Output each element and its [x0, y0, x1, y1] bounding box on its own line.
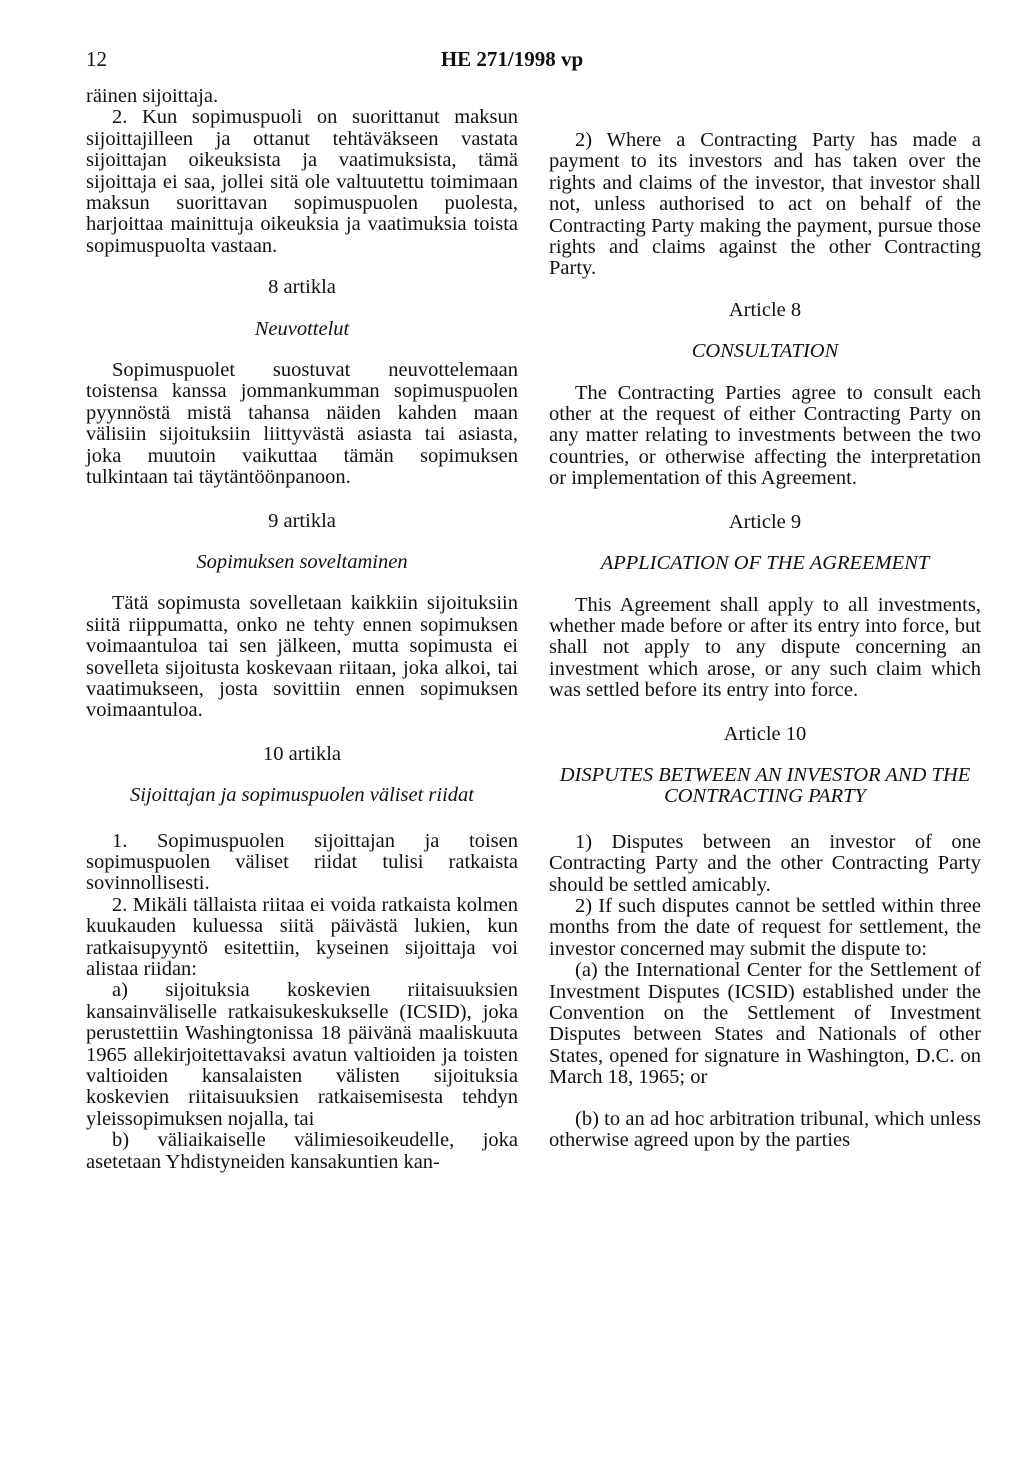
- finnish-column: [86, 86, 518, 1173]
- article-title: Sijoittajan ja sopimuspuolen väliset riidat: [130, 784, 474, 807]
- continued-text: räinen sijoittaja.: [86, 85, 219, 107]
- paragraph: Tätä sopimusta sovelletaan kaikkiin sijoituksiin siitä riippumatta, onko ne tehty ennen sopimuksen voimaantuloa tai sen jälkeen, mutta sopimusta ei sovelleta sijoitusta koskevaan riitaan, joka alkoi, tai vaatimukseen, josta sovittiin ennen sopimuksen voimaantuloa.: [86, 592, 518, 722]
- article-heading: 9 artikla: [268, 509, 336, 532]
- english-column: [549, 86, 981, 1151]
- paragraph: 1. Sopimuspuolen sijoittajan ja toisen sopimuspuolen väliset riidat tulisi ratkaista sovinnollisesti.: [86, 829, 518, 895]
- article-title: CONSULTATION: [691, 340, 839, 363]
- article-title: APPLICATION OF THE AGREEMENT: [600, 552, 930, 575]
- paragraph: This Agreement shall apply to all investments, whether made before or after its entry into force, but shall not apply to any dispute concerning an investment which arose, or any such claim which was settled before its entry into force.: [549, 593, 981, 702]
- paragraph: 1) Disputes between an investor of one Contracting Party and the other Contracting Party should be settled amicably.: [549, 830, 981, 896]
- page-number: 12: [86, 47, 107, 71]
- document-title: HE 271/1998 vp: [440, 47, 584, 71]
- paragraph: 2) Where a Contracting Party has made a payment to its investors and has taken over the rights and claims of the investor, that investor shall not, unless authorised to act on behalf of the Contracting Party making the payment, pursue those rights and claims against the other Contracting Party.: [549, 129, 981, 280]
- article-title: DISPUTES BETWEEN AN INVESTOR AND THE CONTRACTING PARTY: [559, 763, 971, 808]
- paragraph: The Contracting Parties agree to consult each other at the request of either Contracting Party on any matter relating to investments between the two countries, or otherwise affecting the interpretation or implementation of this Agreement.: [549, 381, 981, 490]
- article-title: Sopimuksen soveltaminen: [196, 550, 408, 573]
- article-heading: Article 10: [723, 722, 807, 745]
- article-title: Neuvottelut: [254, 317, 350, 340]
- paragraph: a) sijoituksia koskevien riitaisuuksien kansainväliselle ratkaisukeskukselle (ICSID), joka perustettiin Washingtonissa 18 päivänä maaliskuuta 1965 allekirjoitettavaksi avatun valtioiden ja toisten valtioiden kansalaisten välisten sijoituksia koskevien riitaisuuksien ratkaisemisesta tehdyn yleissopimuksen nojalla, tai: [86, 979, 518, 1130]
- paragraph: (b) to an ad hoc arbitration tribunal, which unless otherwise agreed upon by the parties: [549, 1107, 981, 1152]
- article-heading: 8 artikla: [268, 276, 336, 299]
- article-heading: Article 9: [728, 510, 802, 533]
- page-header: [0, 47, 1024, 77]
- article-heading: Article 8: [728, 298, 802, 321]
- paragraph: 2. Kun sopimuspuoli on suorittanut maksun sijoittajilleen ja ottanut tehtäväkseen vastata sijoittajan oikeuksista ja vaatimuksista, tämä sijoittaja ei saa, jollei sitä ole valtuutettu toimimaan maksun suorittavan sopimuspuolen puolesta, harjoittaa mainittuja oikeuksia ja vaatimuksia toista sopimuspuolta vastaan.: [86, 106, 518, 257]
- paragraph: 2) If such disputes cannot be settled within three months from the date of request for settlement, the investor concerned may submit the dispute to:: [549, 894, 981, 960]
- paragraph: (a) the International Center for the Settlement of Investment Disputes (ICSID) established under the Convention on the Settlement of Investment Disputes between States and Nationals of other States, opened for signature in Washington, D.C. on March 18, 1965; or: [549, 959, 981, 1089]
- article-heading: 10 artikla: [263, 742, 341, 765]
- paragraph: Sopimuspuolet suostuvat neuvottelemaan toistensa kanssa jommankumman sopimuspuolen pyynnöstä mistä tahansa näiden kahden maan välisiin sijoituksiin liittyvästä asiasta tai asiasta, joka muutoin vaikuttaa tämän sopimuksen tulkintaan tai täytäntöönpanoon.: [86, 359, 518, 489]
- paragraph: 2. Mikäli tällaista riitaa ei voida ratkaista kolmen kuukauden kuluessa siitä päivästä lukien, kun ratkaisupyyntö esitettiin, kyseinen sijoittaja voi alistaa riidan:: [86, 893, 518, 980]
- paragraph: b) väliaikaiselle välimiesoikeudelle, joka asetetaan Yhdistyneiden kansakuntien kan-: [86, 1129, 518, 1173]
